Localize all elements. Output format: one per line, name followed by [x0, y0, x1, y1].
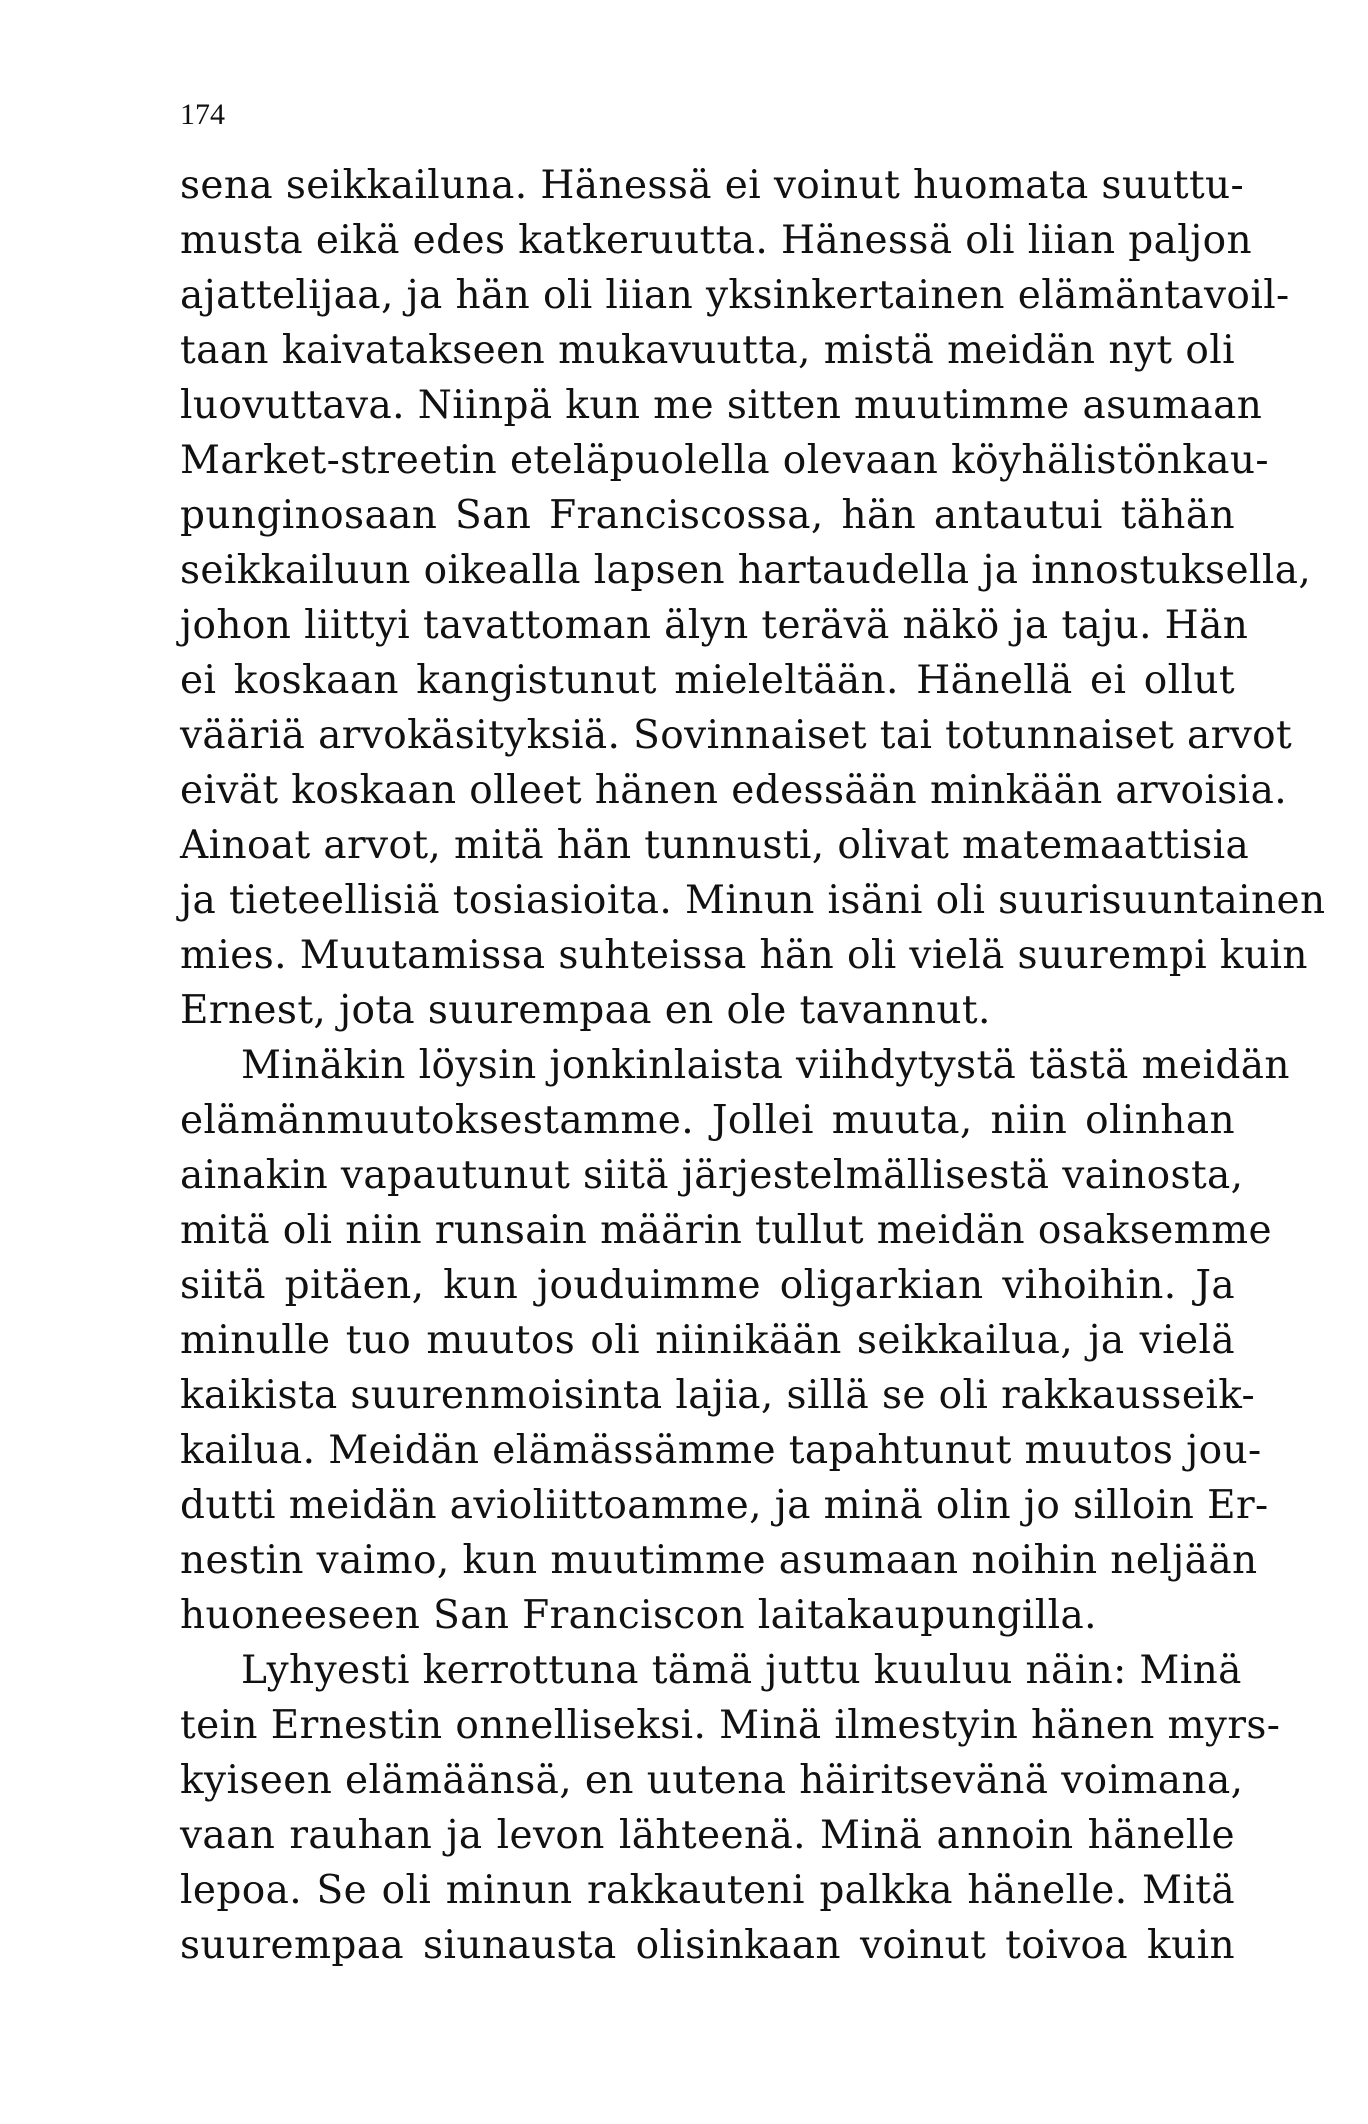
text-line: dutti meidän avioliittoamme, ja minä olin jo silloin Er-	[180, 1483, 1269, 1528]
text-line: kaikista suurenmoisinta lajia, sillä se oli rakkausseik-	[180, 1373, 1256, 1418]
text-line: Ernest, jota suurempaa en ole tavannut.	[180, 988, 991, 1033]
text-line: johon liittyi tavattoman älyn terävä näkö ja taju. Hän	[180, 603, 1249, 648]
text-line: mitä oli niin runsain määrin tullut meidän osaksemme	[180, 1208, 1272, 1253]
text-line: kyiseen elämäänsä, en uutena häiritsevänä voimana,	[180, 1758, 1244, 1803]
text-line: eivät koskaan olleet hänen edessään minkään arvoisia.	[180, 768, 1288, 813]
text-line: ei koskaan kangistunut mieleltään. Hänellä ei ollut	[180, 658, 1235, 703]
text-line: luovuttava. Niinpä kun me sitten muutimme asumaan	[180, 383, 1263, 428]
text-line: kailua. Meidän elämässämme tapahtunut muutos jou-	[180, 1428, 1262, 1473]
text-line: Ainoat arvot, mitä hän tunnusti, olivat matemaattisia	[180, 823, 1250, 868]
text-line: tein Ernestin onnelliseksi. Minä ilmestyin hänen myrs-	[180, 1703, 1281, 1748]
text-line: ainakin vapautunut siitä järjestelmällisestä vainosta,	[180, 1153, 1244, 1198]
text-line: lepoa. Se oli minun rakkauteni palkka hänelle. Mitä	[180, 1868, 1235, 1913]
text-line: siitä pitäen, kun jouduimme oligarkian vihoihin. Ja	[180, 1263, 1235, 1308]
text-line: ajattelijaa, ja hän oli liian yksinkertainen elämäntavoil-	[180, 273, 1290, 318]
text-line: vaan rauhan ja levon lähteenä. Minä annoin hänelle	[180, 1813, 1235, 1858]
text-line: sena seikkailuna. Hänessä ei voinut huomata suuttu-	[180, 163, 1245, 208]
text-line: vääriä arvokäsityksiä. Sovinnaiset tai totunnaiset arvot	[180, 713, 1293, 758]
text-line: musta eikä edes katkeruutta. Hänessä oli liian paljon	[180, 218, 1253, 263]
text-line: huoneeseen San Franciscon laitakaupungilla.	[180, 1593, 1097, 1638]
text-line: Market-streetin eteläpuolella olevaan köyhälistönkau-	[180, 438, 1270, 483]
text-line: seikkailuun oikealla lapsen hartaudella ja innostuksella,	[180, 548, 1312, 593]
text-line: nestin vaimo, kun muutimme asumaan noihin neljään	[180, 1538, 1258, 1583]
text-line: Minäkin löysin jonkinlaista viihdytystä tästä meidän	[241, 1043, 1290, 1088]
body-text	[180, 158, 1326, 1973]
page-number: 174	[180, 98, 225, 131]
paragraph	[180, 1038, 1290, 1643]
text-line: minulle tuo muutos oli niinikään seikkailua, ja vielä	[180, 1318, 1235, 1363]
paragraph	[180, 158, 1326, 1038]
paragraph	[180, 1643, 1281, 1973]
text-line: taan kaivatakseen mukavuutta, mistä meidän nyt oli	[180, 328, 1235, 373]
text-line: elämänmuutoksestamme. Jollei muuta, niin olinhan	[180, 1098, 1235, 1143]
text-line: Lyhyesti kerrottuna tämä juttu kuuluu näin: Minä	[241, 1648, 1242, 1693]
text-line: ja tieteellisiä tosiasioita. Minun isäni oli suurisuuntainen	[180, 878, 1326, 923]
text-line: punginosaan San Franciscossa, hän antautui tähän	[180, 493, 1235, 538]
text-line: mies. Muutamissa suhteissa hän oli vielä suurempi kuin	[180, 933, 1308, 978]
text-line: suurempaa siunausta olisinkaan voinut toivoa kuin	[180, 1923, 1235, 1968]
